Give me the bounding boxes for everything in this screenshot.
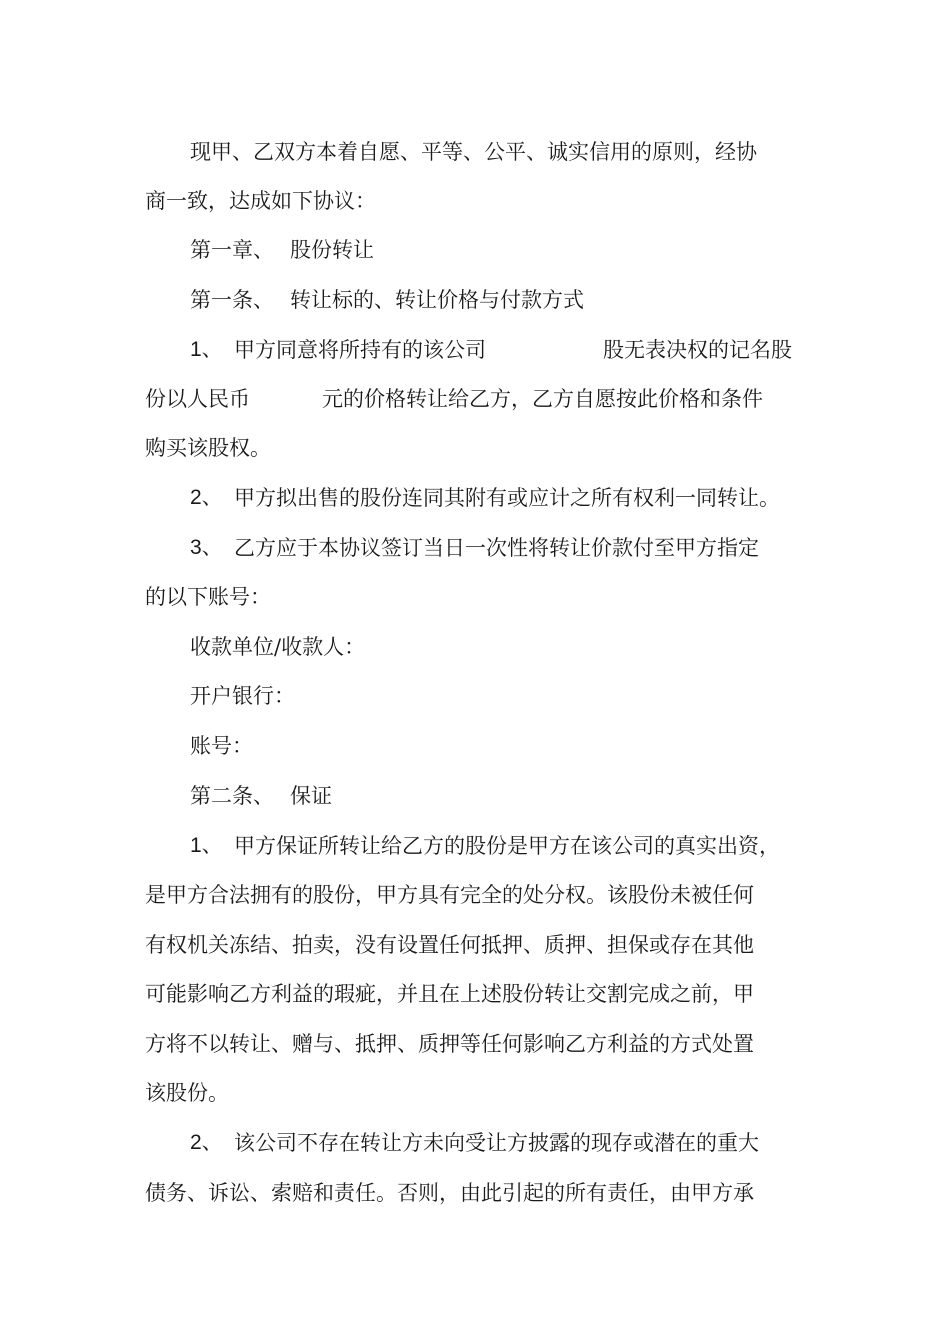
article-2-item-2-line-2: 债务、诉讼、索赔和责任。否则，由此引起的所有责任，由甲方承	[145, 1181, 754, 1205]
article-2-item-2-number: 2、	[190, 1131, 223, 1154]
article-1-item-1-line-1b: 股无表决权的记名股	[603, 338, 792, 362]
article-1-item-2-line-1: 甲方拟出售的股份连同其附有或应计之所有权利一同转让。	[234, 486, 780, 510]
article-2-number: 第二条、	[190, 784, 274, 808]
article-2-title: 保证	[290, 784, 332, 808]
article-2-item-2-line-1: 该公司不存在转让方未向受让方披露的现存或潜在的重大	[234, 1131, 759, 1155]
article-2-item-1-number: 1、	[190, 834, 223, 857]
article-2-item-1-line-2: 是甲方合法拥有的股份，甲方具有完全的处分权。该股份未被任何	[145, 883, 754, 907]
chapter-1-title: 股份转让	[290, 238, 374, 262]
article-2-item-1-line-1: 甲方保证所转让给乙方的股份是甲方在该公司的真实出资，	[234, 834, 780, 858]
article-1-title: 转让标的、转让价格与付款方式	[290, 288, 584, 312]
bank-label: 开户银行：	[190, 684, 295, 708]
article-1-item-2-number: 2、	[190, 486, 223, 509]
intro-line-2: 商一致，达成如下协议：	[145, 189, 376, 213]
article-1-item-1-line-2b: 元的价格转让给乙方，乙方自愿按此价格和条件	[322, 387, 763, 411]
article-2-heading	[190, 781, 332, 811]
article-1-item-1-line-2a: 份以人民币	[145, 387, 250, 411]
article-2-item-1-line-4: 可能影响乙方利益的瑕疵，并且在上述股份转让交割完成之前，甲	[145, 982, 754, 1006]
chapter-1-number: 第一章、	[190, 238, 274, 262]
article-1-item-1-line-1a: 甲方同意将所持有的该公司	[234, 338, 486, 362]
article-1-item-3-number: 3、	[190, 536, 223, 559]
article-1-heading	[190, 285, 584, 315]
article-2-item-1-line-5: 方将不以转让、赠与、抵押、质押等任何影响乙方利益的方式处置	[145, 1032, 754, 1056]
account-label: 账号：	[190, 734, 253, 758]
article-1-item-3-line-2: 的以下账号：	[145, 585, 271, 609]
intro-line-1: 现甲、乙双方本着自愿、平等、公平、诚实信用的原则，经协	[190, 140, 757, 164]
article-1-item-3-line-1: 乙方应于本协议签订当日一次性将转让价款付至甲方指定	[234, 536, 759, 560]
payee-label: 收款单位/收款人：	[190, 635, 366, 659]
article-1-number: 第一条、	[190, 288, 274, 312]
article-2-item-1-line-3: 有权机关冻结、拍卖，没有设置任何抵押、质押、担保或存在其他	[145, 933, 754, 957]
article-2-item-1-line-6: 该股份。	[145, 1081, 229, 1105]
article-1-item-1-number: 1、	[190, 338, 223, 361]
article-1-item-1-line-3: 购买该股权。	[145, 436, 271, 460]
chapter-1-heading	[190, 235, 374, 265]
